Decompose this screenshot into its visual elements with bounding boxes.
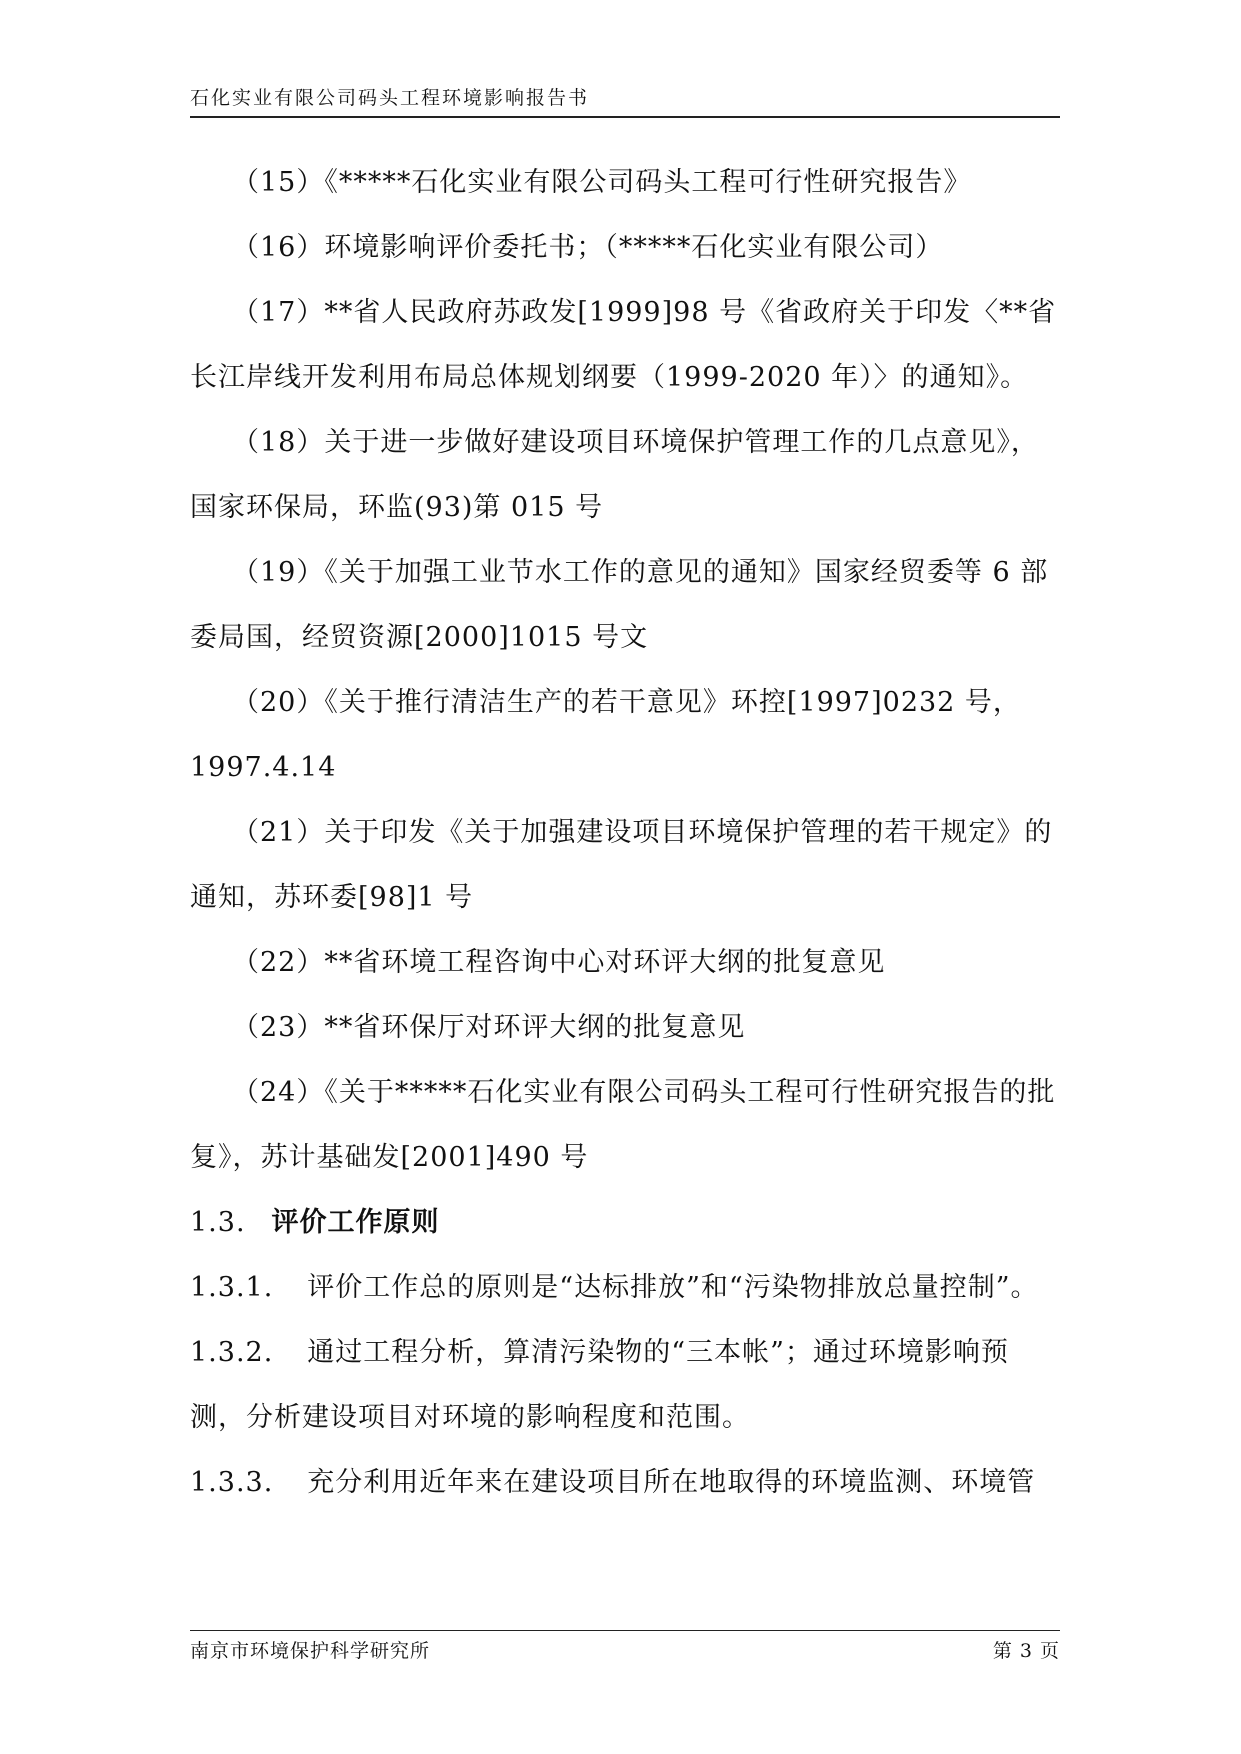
header-title: 石化实业有限公司码头工程环境影响报告书 [190, 87, 590, 109]
reference-item: （20）《关于推行清洁生产的若干意见》环控[1997]0232 号，1997.4.14 [190, 687, 1021, 783]
subsection-item [190, 1320, 1060, 1450]
reference-item: （21）关于印发《关于加强建设项目环境保护管理的若干规定》的通知，苏环委[98]1 号 [190, 817, 1053, 913]
reference-item: （19）《关于加强工业节水工作的意见的通知》国家经贸委等 6 部委局国，经贸资源[2000]1015 号文 [190, 557, 1049, 653]
reference-item: （17）**省人民政府苏政发[1999]98 号《省政府关于印发〈**省长江岸线开发利用布局总体规划纲要（1999-2020 年）〉的通知》。 [190, 297, 1057, 393]
reference-item: （23）**省环保厅对环评大纲的批复意见 [232, 1012, 746, 1043]
section-heading [190, 1190, 1060, 1255]
subsection-text: 评价工作总的原则是“达标排放”和“污染物排放总量控制”。 [307, 1272, 1039, 1303]
section-title: 评价工作原则 [271, 1207, 440, 1238]
page-number: 第 3 页 [992, 1640, 1060, 1662]
running-footer [190, 1630, 1060, 1663]
subsection-number: 1.3.1. [190, 1272, 274, 1303]
subsection-text: 通过工程分析，算清污染物的“三本帐”；通过环境影响预测，分析建设项目对环境的影响程度和范围。 [190, 1337, 1009, 1433]
subsection-item [190, 1450, 1060, 1515]
footer-org: 南京市环境保护科学研究所 [190, 1640, 431, 1662]
reference-item: （15）《*****石化实业有限公司码头工程可行性研究报告》 [232, 167, 972, 198]
subsection-number: 1.3.3. [190, 1467, 274, 1498]
running-header [190, 84, 1060, 118]
reference-item: （24）《关于*****石化实业有限公司码头工程可行性研究报告的批复》，苏计基础发[2001]490 号 [190, 1077, 1056, 1173]
reference-item: （16）环境影响评价委托书；（*****石化实业有限公司） [232, 232, 944, 263]
document-body [190, 150, 1060, 1515]
subsection-text: 充分利用近年来在建设项目所在地取得的环境监测、环境管 [307, 1467, 1036, 1498]
section-number: 1.3. [190, 1207, 246, 1238]
subsection-item [190, 1255, 1060, 1320]
reference-item: （18）关于进一步做好建设项目环境保护管理工作的几点意见》，国家环保局，环监(93)第 015 号 [190, 427, 1039, 523]
reference-item: （22）**省环境工程咨询中心对环评大纲的批复意见 [232, 947, 886, 978]
subsection-number: 1.3.2. [190, 1337, 274, 1368]
